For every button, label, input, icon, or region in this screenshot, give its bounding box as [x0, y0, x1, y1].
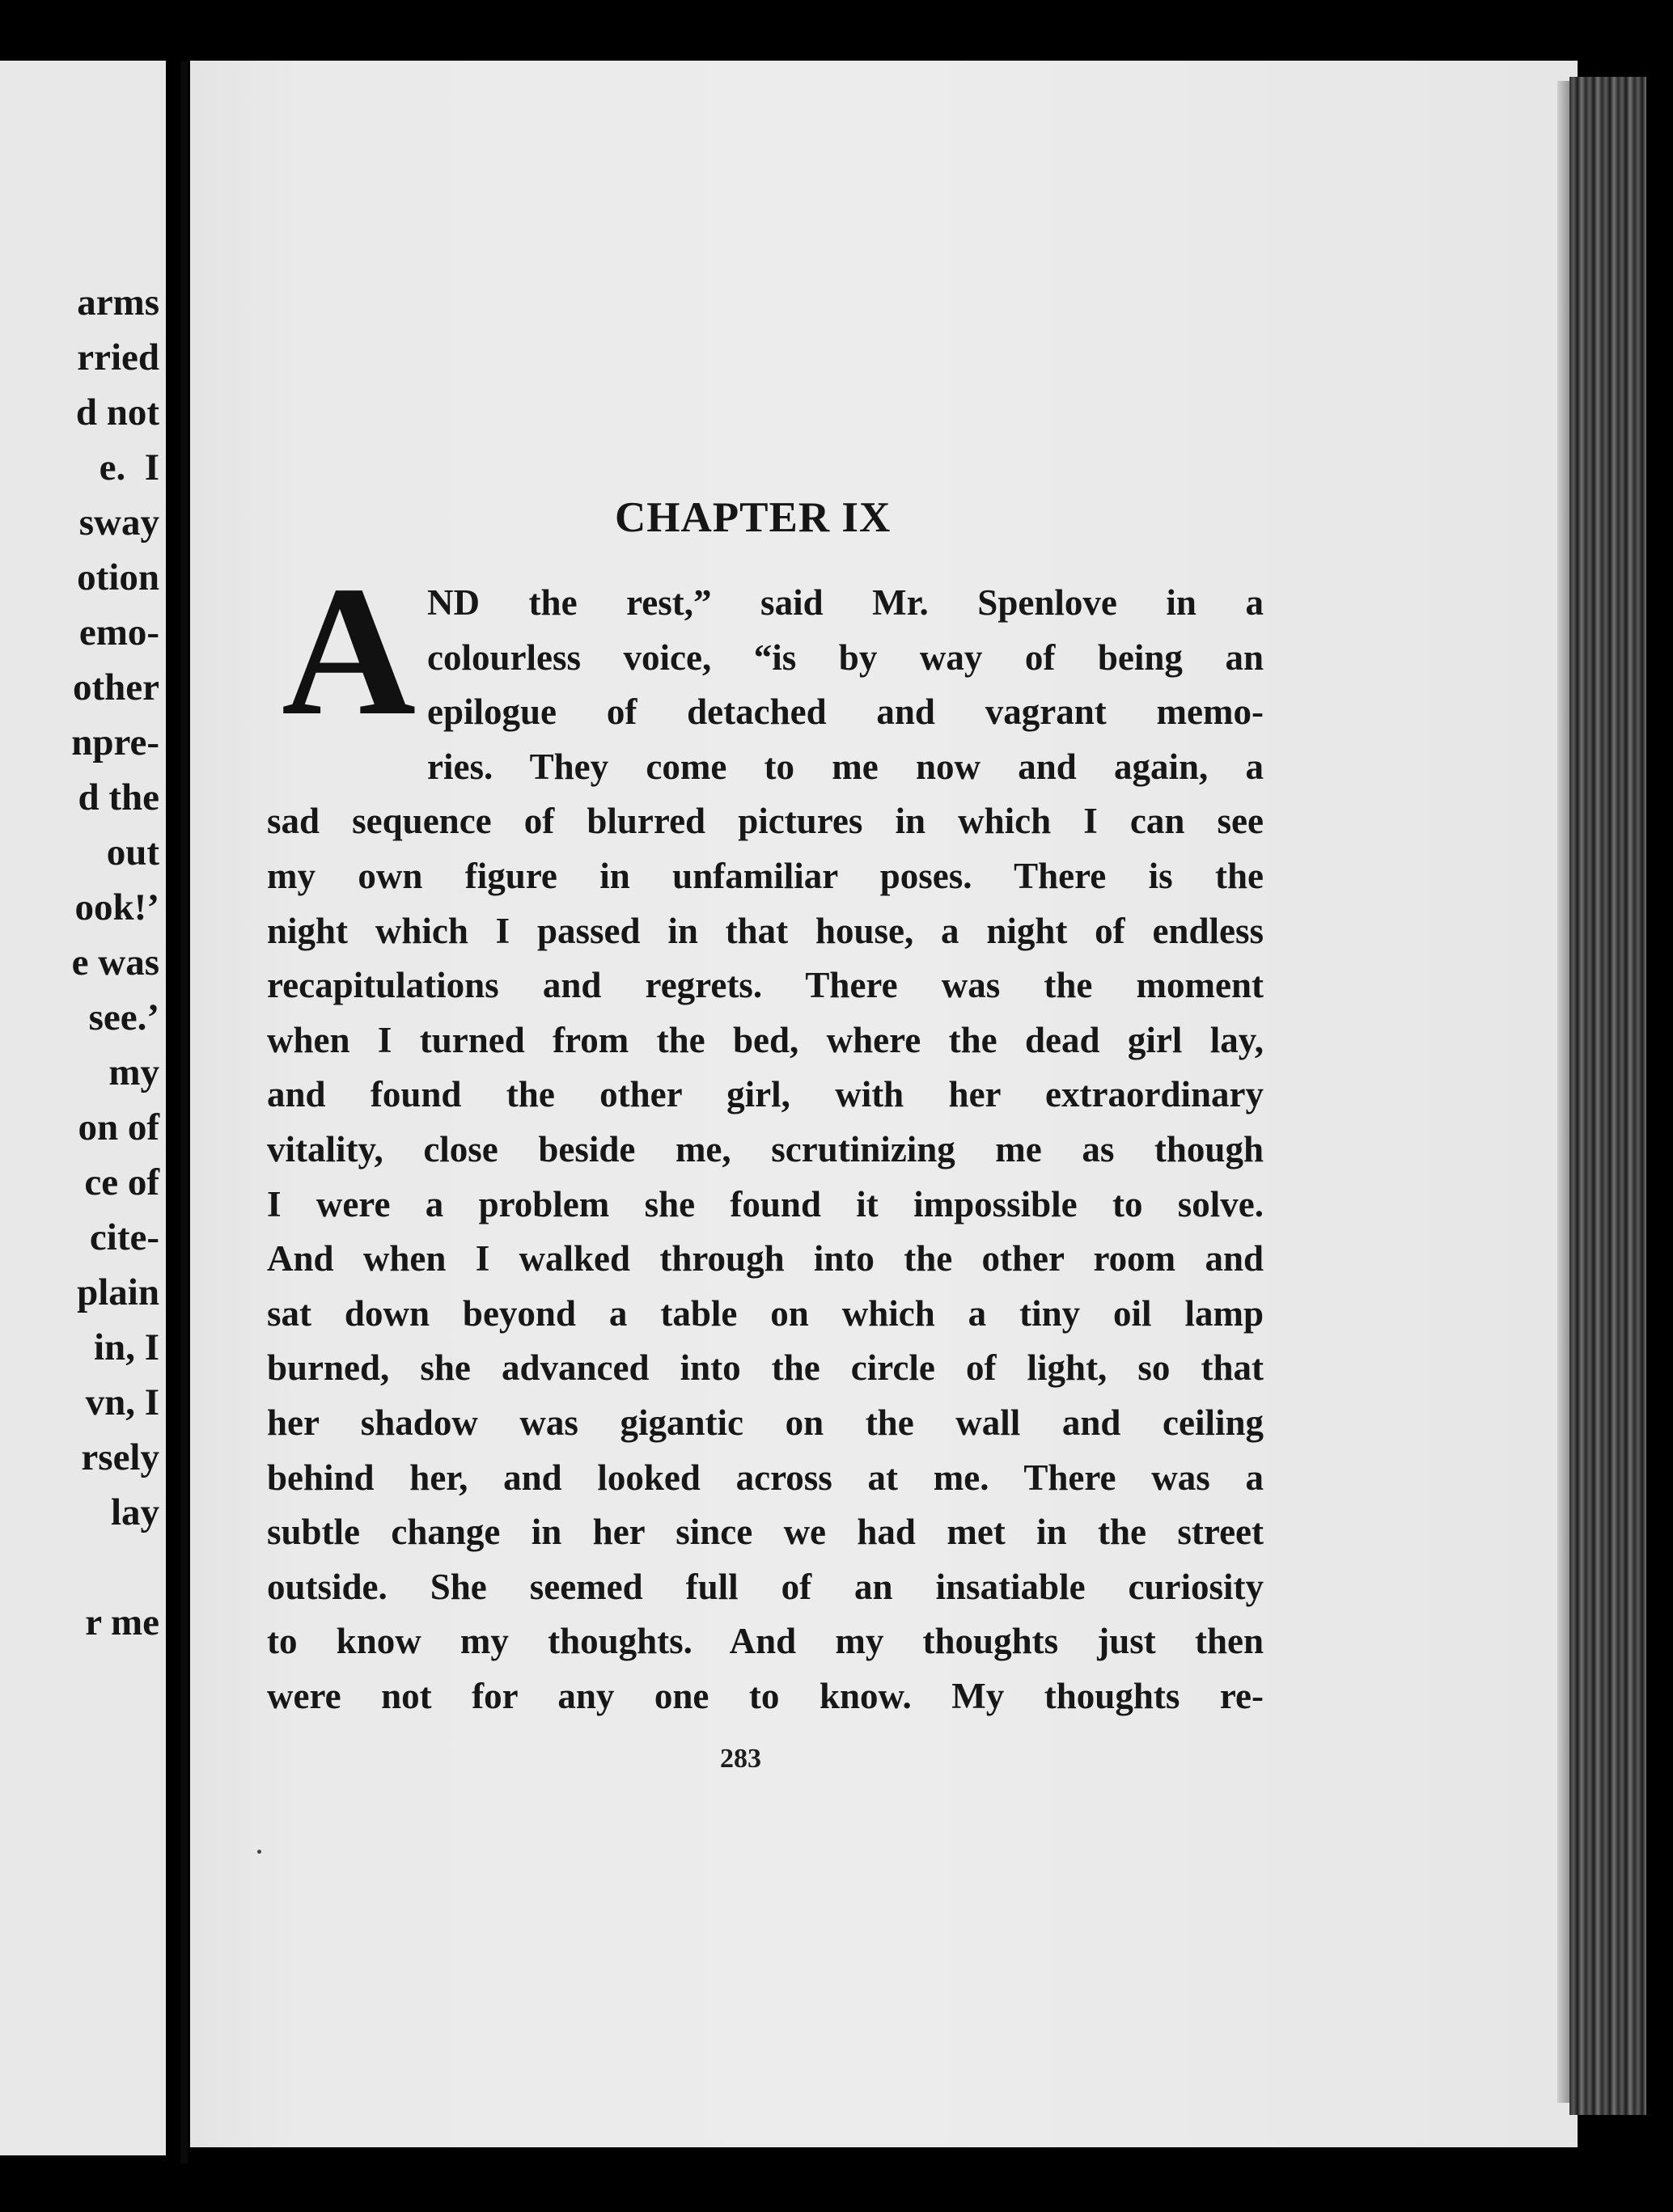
left-page-line-fragment: d the — [78, 776, 159, 818]
page-gutter — [180, 61, 188, 2163]
left-page-line-fragment — [71, 1540, 159, 1595]
chapter-body-text — [267, 548, 1264, 1723]
body-line: when I turned from the bed, where the dead girl lay, — [267, 1019, 1264, 1060]
body-line: night which I passed in that house, a night of endless — [267, 910, 1264, 951]
left-page-line-fragment: e was — [71, 941, 159, 983]
left-page-line-fragment: other — [72, 666, 159, 708]
body-line: subtle change in her since we had met in the street — [267, 1512, 1264, 1553]
body-line: And when I walked through into the other room and — [267, 1238, 1264, 1279]
left-page-line-fragment: emo- — [78, 611, 159, 653]
chapter-title: CHAPTER IX — [615, 494, 892, 541]
body-line: ND the rest,” said Mr. Spenlove in a — [427, 582, 1264, 623]
left-page-line-fragment: cite- — [89, 1216, 159, 1258]
left-page-line-fragment: in, I — [94, 1326, 159, 1368]
body-line: colourless voice, “is by way of being an — [427, 637, 1264, 678]
left-page-line-fragment: rsely — [81, 1436, 159, 1478]
left-page-line-fragment: lay — [110, 1491, 159, 1533]
body-line: behind her, and looked across at me. There was a — [267, 1457, 1264, 1498]
body-line: outside. She seemed full of an insatiable curiosity — [267, 1566, 1264, 1607]
drop-cap-letter: A — [282, 548, 417, 754]
left-page-line-fragment: arms — [77, 281, 159, 324]
scan-speck — [257, 1850, 261, 1854]
body-line: her shadow was gigantic on the wall and ceiling — [267, 1402, 1264, 1443]
body-line: sad sequence of blurred pictures in which I can see — [267, 801, 1264, 842]
body-line: burned, she advanced into the circle of light, so that — [267, 1347, 1264, 1389]
left-page-line-fragment: vn, I — [85, 1381, 159, 1423]
left-page-line-fragment: rried — [77, 336, 159, 379]
left-page-line-fragment: my — [108, 1051, 159, 1093]
left-facing-page — [0, 61, 166, 2155]
body-line: and found the other girl, with her extraordinary — [267, 1074, 1264, 1115]
left-page-line-fragment: e. I — [99, 446, 159, 489]
left-page-line-fragment: on of — [78, 1106, 159, 1148]
body-line: I were a problem she found it impossible to solve. — [267, 1183, 1264, 1224]
left-page-text — [71, 275, 159, 1650]
left-page-line-fragment: plain — [77, 1271, 159, 1313]
left-page-line-fragment: npre- — [71, 721, 159, 763]
left-page-line-fragment: see.’ — [88, 996, 159, 1038]
left-page-line-fragment: sway — [78, 501, 159, 543]
body-line: epilogue of detached and vagrant memo- — [427, 692, 1264, 733]
body-line: were not for any one to know. My thoughts re- — [267, 1675, 1264, 1716]
body-line: ries. They come to me now and again, a — [427, 746, 1264, 787]
left-page-line-fragment: ook!’ — [74, 886, 159, 928]
stacked-page-edges — [1569, 77, 1646, 2115]
left-page-line-fragment: r me — [85, 1601, 159, 1643]
left-page-line-fragment: out — [106, 831, 159, 873]
left-page-line-fragment: otion — [77, 556, 159, 598]
left-page-line-fragment: d not — [75, 391, 159, 434]
body-line: my own figure in unfamiliar poses. There is the — [267, 855, 1264, 896]
left-page-line-fragment: ce of — [84, 1161, 159, 1203]
body-line: sat down beyond a table on which a tiny oil lamp — [267, 1292, 1264, 1334]
body-line: to know my thoughts. And my thoughts just then — [267, 1621, 1264, 1662]
body-line: vitality, close beside me, scrutinizing me as though — [267, 1128, 1264, 1169]
body-line: recapitulations and regrets. There was the moment — [267, 965, 1264, 1006]
page-number: 283 — [720, 1744, 761, 1774]
